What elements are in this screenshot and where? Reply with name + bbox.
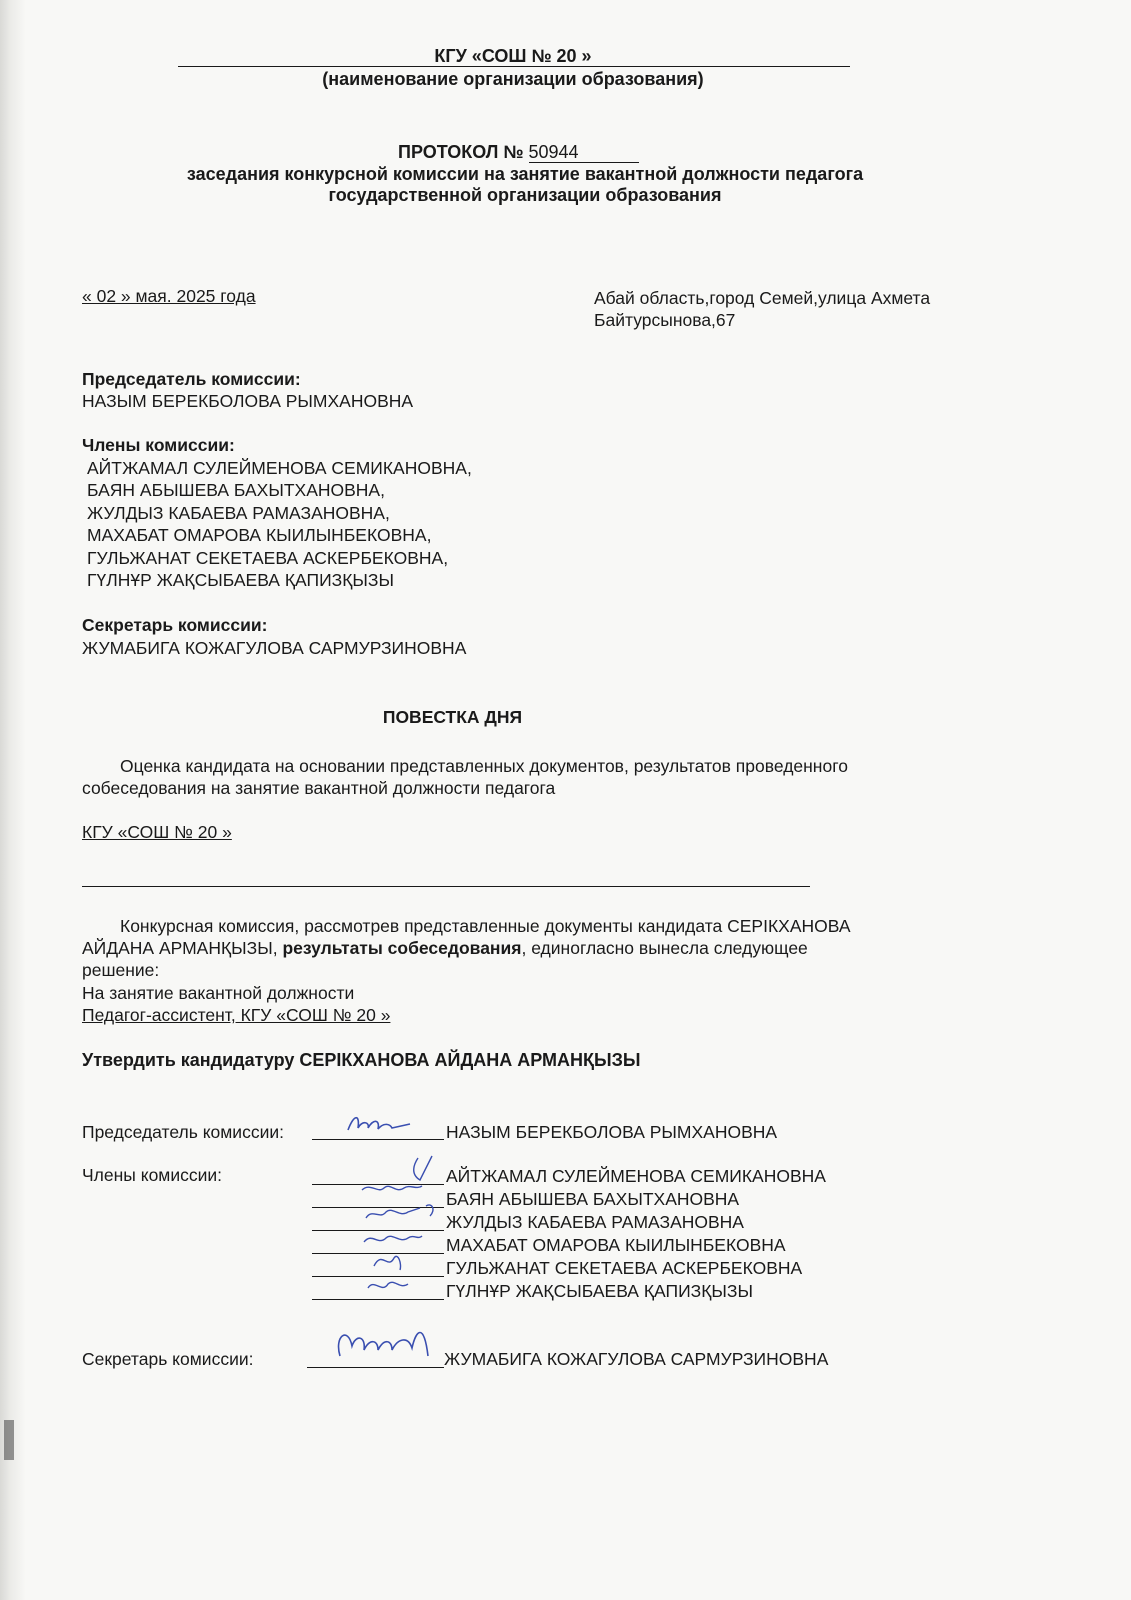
chair-name: НАЗЫМ БЕРЕКБОЛОВА РЫМХАНОВНА <box>82 391 414 411</box>
protocol-title <box>398 141 639 164</box>
agenda-heading: ПОВЕСТКА ДНЯ <box>382 707 523 727</box>
agenda-org: КГУ «СОШ № 20 » <box>82 822 232 842</box>
org-caption: (наименование организации образования) <box>322 69 704 89</box>
agenda-blank-line <box>82 886 810 887</box>
member-3: ЖУЛДЫЗ КАБАЕВА РАМАЗАНОВНА, <box>87 503 390 523</box>
candidate-name: АЙДАНА АРМАНҚЫЗЫ, <box>82 938 283 958</box>
title-line-1: заседания конкурсной комиссии на занятие вакантной должности педагога <box>186 164 864 184</box>
chair-label: Председатель комиссии: <box>82 369 301 389</box>
chair-signature <box>340 1110 426 1136</box>
org-name: КГУ «СОШ № 20 » <box>434 46 592 66</box>
decision-line-2 <box>82 937 808 959</box>
agenda-text-line-2: собеседования на занятие вакантной должности педагога <box>82 778 556 798</box>
sig-chair-line <box>312 1139 444 1140</box>
address-line-1: Абай область,город Семей,улица Ахмета <box>594 288 931 308</box>
sig-secretary-label: Секретарь комиссии: <box>82 1349 254 1369</box>
member-6: ГҮЛНҰР ЖАҚСЫБАЕВА ҚАПИЗҚЫЗЫ <box>87 570 394 590</box>
member-2: БАЯН АБЫШЕВА БАХЫТХАНОВНА, <box>87 480 385 500</box>
decision-line-3: решение: <box>82 960 160 980</box>
protocol-number: 50944 <box>529 143 639 163</box>
members-label: Члены комиссии: <box>82 435 235 455</box>
sig-member-4: МАХАБАТ ОМАРОВА КЫИЛЫНБЕКОВНА <box>446 1235 786 1255</box>
sig-members-label: Члены комиссии: <box>82 1165 223 1185</box>
address-line-2: Байтурсынова,67 <box>594 310 736 330</box>
sig-member-6: ГҮЛНҰР ЖАҚСЫБАЕВА ҚАПИЗҚЫЗЫ <box>446 1281 753 1301</box>
sig-member-2: БАЯН АБЫШЕВА БАХЫТХАНОВНА <box>446 1189 740 1209</box>
member-4: МАХАБАТ ОМАРОВА КЫИЛЫНБЕКОВНА, <box>87 525 432 545</box>
org-underline <box>178 66 850 67</box>
sig-chair-name: НАЗЫМ БЕРЕКБОЛОВА РЫМХАНОВНА <box>446 1122 778 1142</box>
approve-statement: Утвердить кандидатуру СЕРІКХАНОВА АЙДАНА АРМАНҚЫЗЫ <box>82 1050 641 1070</box>
decision-unanimous: , единогласно вынесла следующее <box>521 938 808 958</box>
interview-results: результаты собеседования <box>282 938 522 958</box>
members-signatures <box>360 1154 450 1304</box>
sig-member-3: ЖУЛДЫЗ КАБАЕВА РАМАЗАНОВНА <box>446 1212 744 1232</box>
secretary-label: Секретарь комиссии: <box>82 615 268 635</box>
sig-secretary-line <box>307 1367 444 1368</box>
decision-line-1: Конкурсная комиссия, рассмотрев представленные документы кандидата СЕРІКХАНОВА <box>120 916 851 936</box>
scan-edge-shadow <box>0 0 26 1600</box>
secretary-name: ЖУМАБИГА КОЖАГУЛОВА САРМУРЗИНОВНА <box>82 638 467 658</box>
decision-line-4: На занятие вакантной должности <box>82 983 355 1003</box>
agenda-text-line-1: Оценка кандидата на основании представленных документов, результатов проведенного <box>120 756 848 776</box>
protocol-prefix: ПРОТОКОЛ № <box>398 142 524 162</box>
position-name: Педагог-ассистент, КГУ «СОШ № 20 » <box>82 1005 391 1025</box>
sig-chair-label: Председатель комиссии: <box>82 1122 284 1142</box>
protocol-date: « 02 » мая. 2025 года <box>82 286 256 306</box>
member-5: ГУЛЬЖАНАТ СЕКЕТАЕВА АСКЕРБЕКОВНА, <box>87 548 449 568</box>
title-line-2: государственной организации образования <box>328 185 722 205</box>
sig-member-5: ГУЛЬЖАНАТ СЕКЕТАЕВА АСКЕРБЕКОВНА <box>446 1258 803 1278</box>
member-1: АЙТЖАМАЛ СУЛЕЙМЕНОВА СЕМИКАНОВНА, <box>87 458 472 478</box>
sig-secretary-name: ЖУМАБИГА КОЖАГУЛОВА САРМУРЗИНОВНА <box>444 1349 829 1369</box>
sig-member-1: АЙТЖАМАЛ СУЛЕЙМЕНОВА СЕМИКАНОВНА <box>446 1166 826 1186</box>
secretary-signature <box>328 1316 438 1366</box>
scan-artifact <box>4 1420 14 1460</box>
